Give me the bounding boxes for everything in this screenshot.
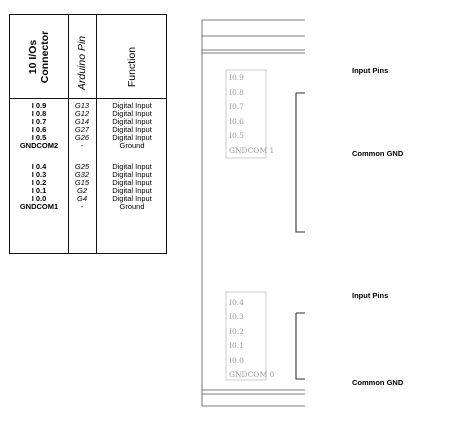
cell-arduino-pin: G2 [76, 186, 87, 195]
cell-function: Ground [119, 141, 145, 150]
cell-arduino-pin: G14 [74, 117, 90, 126]
upper-bracket [296, 93, 305, 232]
cell-arduino-pin: G26 [74, 133, 90, 142]
callout-common-gnd-upper: Common GND [352, 149, 404, 158]
header-function: Function [126, 46, 138, 88]
terminal-label: I0.9 [229, 73, 244, 82]
cell-io: GNDCOM2 [19, 141, 59, 150]
terminal-label: I0.7 [229, 102, 244, 111]
cell-arduino-pin: G32 [74, 170, 90, 179]
terminal-label: I0.3 [229, 312, 244, 321]
cell-function: Digital Input [112, 162, 152, 171]
cell-function: Digital Input [112, 133, 152, 142]
cell-io: I 0.1 [31, 186, 47, 195]
cell-io: I 0.6 [31, 125, 47, 134]
cell-function: Digital Input [112, 178, 152, 187]
cell-io: I 0.5 [31, 133, 47, 142]
cell-arduino-pin: G25 [74, 162, 90, 171]
cell-arduino-pin: G4 [76, 194, 87, 203]
cell-function: Digital Input [112, 194, 152, 203]
lower-terminal-labels [229, 298, 275, 379]
cell-function: Digital Input [112, 125, 152, 134]
terminal-label: I0.8 [229, 88, 244, 97]
callout-input-pins-lower: Input Pins [352, 291, 389, 300]
terminal-label: I0.2 [229, 327, 244, 336]
housing-outline [202, 20, 305, 406]
cell-io: I 0.0 [31, 194, 47, 203]
cell-io: I 0.3 [31, 170, 47, 179]
upper-terminal-labels [229, 73, 274, 155]
cell-io: I 0.7 [31, 117, 47, 126]
cell-io: I 0.4 [31, 162, 47, 171]
terminal-label: GNDCOM 0 [229, 370, 275, 379]
terminal-label: I0.0 [229, 356, 244, 365]
cell-arduino-pin: - [80, 202, 84, 211]
callout-input-pins-upper: Input Pins [352, 66, 389, 75]
terminal-label: I0.5 [229, 131, 244, 140]
callout-common-gnd-lower: Common GND [352, 378, 404, 387]
cell-function: Digital Input [112, 117, 152, 126]
cell-io: I 0.9 [31, 101, 47, 110]
cell-io: I 0.2 [31, 178, 47, 187]
cell-io: GNDCOM1 [19, 202, 59, 211]
cell-io: I 0.8 [31, 109, 47, 118]
cell-function: Digital Input [112, 170, 152, 179]
header-arduino-pin: Arduino Pin [76, 35, 88, 91]
cell-function: Digital Input [112, 109, 152, 118]
lower-bracket [296, 313, 305, 379]
header-connector-line1: 10 I/Os [27, 39, 39, 75]
cell-function: Digital Input [112, 101, 152, 110]
terminal-label: GNDCOM 1 [229, 146, 275, 155]
terminal-label: I0.1 [229, 341, 244, 350]
terminal-label: I0.4 [229, 298, 244, 307]
upper-terminal-block [226, 70, 266, 158]
cell-function: Ground [119, 202, 145, 211]
terminal-label: I0.6 [229, 117, 244, 126]
cell-arduino-pin: G13 [74, 101, 90, 110]
cell-arduino-pin: G12 [74, 109, 90, 118]
cell-function: Digital Input [112, 186, 152, 195]
cell-arduino-pin: - [80, 141, 84, 150]
cell-arduino-pin: G27 [74, 125, 90, 134]
header-connector-line2: Connector [39, 30, 51, 84]
cell-arduino-pin: G15 [74, 178, 90, 187]
